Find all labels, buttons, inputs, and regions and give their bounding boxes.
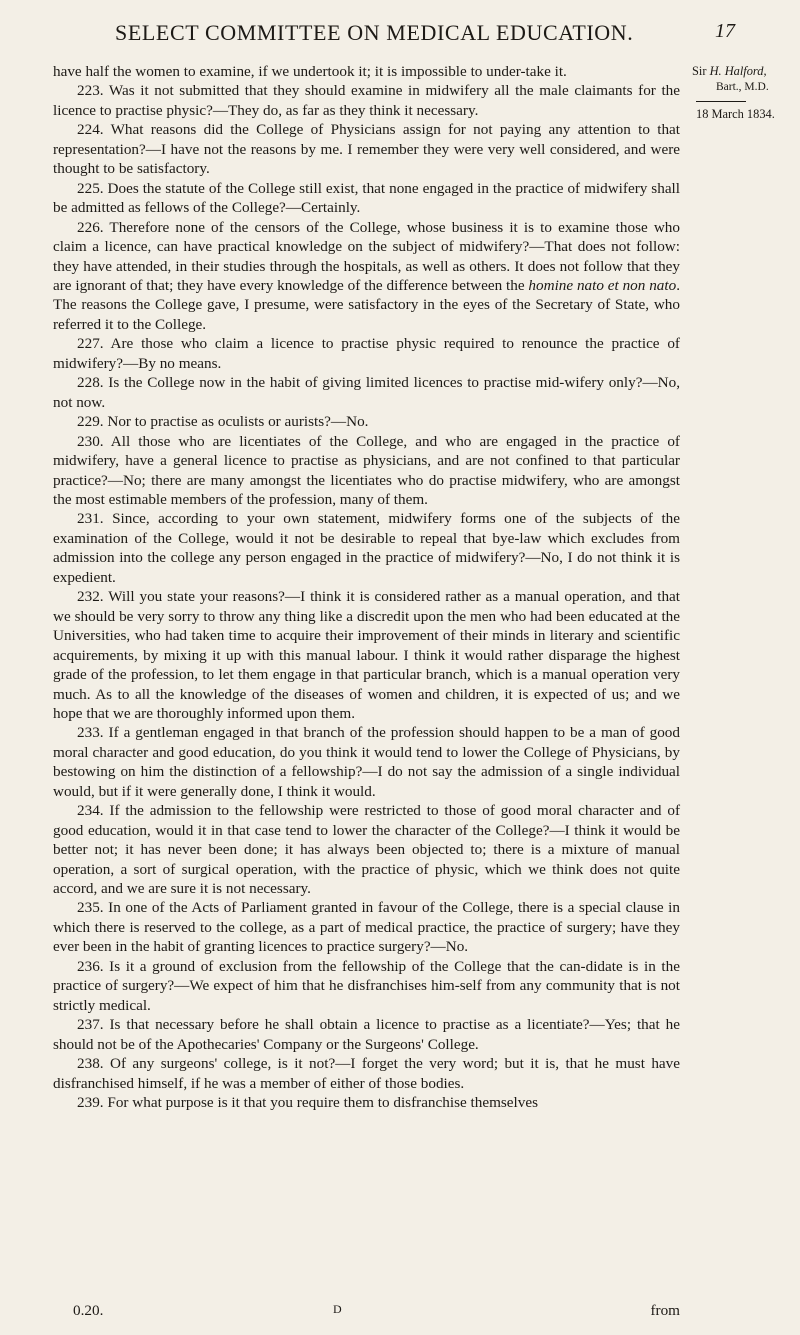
- catchword: from: [650, 1302, 680, 1319]
- question-paragraph: [53, 587, 680, 723]
- paragraph-text: 232. Will you state your reasons?—I think it is considered rather as a manual operation, and that we should be very sorry to throw any thing like a discredit upon the men who had been educated at the Universities, who had taken time to acquire their improvement of their minds in literary and scientific acquirements, by mixing it up with this manual labour. I think it would rather disparage the highest grade of the profession, to let them engage in that particular branch, which is a manual operation very much. As to all the knowledge of the diseases of women and children, it is expected of us; and we hope that we are thoroughly informed upon them.: [53, 588, 680, 722]
- latin-phrase: homine nato et non nato: [528, 276, 677, 294]
- paragraph-text: 234. If the admission to the fellowship were restricted to those of good moral character and of good education, would it in that case tend to lower the character of the College?—I think it would be better not; it has never been done; it has always been objected to; there is a mixture of manual operation, a sort of surgical operation, with the practice of physic, which we think does not quite accord, and we are sure it is not necessary.: [53, 802, 680, 898]
- signature-mark: D: [333, 1302, 343, 1316]
- question-paragraph: [53, 801, 680, 898]
- witness-degree: Bart., M.D.: [716, 81, 769, 93]
- paragraph-text: 230. All those who are licentiates of the College, and who are engaged in the practice of midwifery, have a general licence to practise as physicians, and are not confined to that particular practice?—No; there are many amongst the licentiates who do practise midwifery, who are amongst the most estimable members of the profession, many of them.: [53, 432, 680, 508]
- paragraph-text: 233. If a gentleman engaged in that branch of the profession should happen to be a man of good moral character and good education, do you think it would tend to lower the College of Physicians, by bestowing on him the distinction of a fellowship?—I do not say the admission of a single individual would, but if it were generally done, I think it would.: [53, 724, 680, 800]
- question-paragraph: [53, 432, 680, 510]
- page-footer: [53, 1302, 680, 1322]
- paragraph-text: 237. Is that necessary before he shall obtain a licence to practise as a licentiate?—Yes; that he should not be of the Apothecaries' Company or the Surgeons' College.: [53, 1016, 680, 1053]
- page-header: [55, 20, 735, 60]
- witness-surname: H. Halford,: [709, 64, 767, 78]
- paragraph-text: 227. Are those who claim a licence to practise physic required to renounce the practice of midwifery?—By no means.: [53, 335, 680, 372]
- witness-name: [692, 63, 792, 79]
- question-paragraph: [53, 957, 680, 1015]
- paragraph-text: 224. What reasons did the College of Physicians assign for not paying any attention to that representation?—I have not the reasons by me. I remember they were very well considered, and were thought to be satisfactory.: [53, 121, 680, 178]
- paragraph-text: 226. Therefore none of the censors of the College, whose business it is to examine those who claim a licence, can have practical knowledge on the subject of midwifery?—That does not follow: they have attended, in their studies through the hospitals, as well as others. It does not follow that they are ignorant of that; they have every knowledge of the difference between the: [53, 218, 680, 294]
- paragraph-text: 223. Was it not submitted that they should examine in midwifery all the male claimants for the licence to practise physic?—They do, as far as they think it necessary.: [53, 82, 680, 119]
- examination-date: 18 March 1834.: [696, 107, 775, 121]
- question-paragraph: [53, 62, 680, 81]
- question-paragraph: [53, 898, 680, 956]
- question-paragraph: [53, 509, 680, 587]
- paragraph-text-continued: . The reasons the College gave, I presume, were satisfactory in the eyes of the Secretary of State, who referred it to the College.: [53, 276, 680, 333]
- question-paragraph: [53, 723, 680, 801]
- question-paragraph: [53, 218, 680, 335]
- page-number: 17: [715, 20, 735, 42]
- body-text: [53, 62, 680, 1112]
- paragraph-text: 231. Since, according to your own statement, midwifery forms one of the subjects of the examination of the College, would it not be desirable to repeal that bye-law which excludes from admission into the college any person engaged in the practice of midwifery?—No, I do not think it is expedient.: [53, 510, 680, 586]
- running-title: SELECT COMMITTEE ON MEDICAL EDUCATION.: [115, 20, 634, 45]
- question-paragraph: [53, 81, 680, 120]
- sidenote-rule: [696, 101, 746, 102]
- question-paragraph: [53, 373, 680, 412]
- question-paragraph: [53, 179, 680, 218]
- witness-sidenote: [692, 63, 792, 122]
- question-paragraph: [53, 120, 680, 178]
- paragraph-text: 225. Does the statute of the College still exist, that none engaged in the practice of midwifery shall be admitted as fellows of the College?—Certainly.: [53, 179, 680, 217]
- paragraph-text: 238. Of any surgeons' college, is it not?—I forget the very word; but it is, that he must have disfranchised himself, if he was a member of either of those bodies.: [53, 1055, 680, 1092]
- question-paragraph: [53, 1015, 680, 1054]
- question-paragraph: [53, 1054, 680, 1093]
- question-paragraph: [53, 412, 680, 431]
- paragraph-text: 228. Is the College now in the habit of giving limited licences to practise mid-wifery only?—No, not now.: [53, 374, 680, 411]
- witness-prefix: Sir: [692, 64, 710, 78]
- paragraph-text: 239. For what purpose is it that you require them to disfranchise themselves: [77, 1094, 539, 1112]
- question-paragraph: [53, 1093, 680, 1112]
- question-paragraph: [53, 334, 680, 373]
- paragraph-text: 235. In one of the Acts of Parliament granted in favour of the College, there is a special clause in which there is reserved to the college, as a part of medical practice, the practice of surgery; have they ever been in the habit of granting licences to practice surgery?—No.: [53, 899, 680, 956]
- paper-code: 0.20.: [73, 1302, 104, 1319]
- paragraph-text: 236. Is it a ground of exclusion from the fellowship of the College that the can-didate is in the practice of surgery?—We expect of him that he disfranchises him-self from any community that is not strictly medical.: [53, 957, 680, 1014]
- paragraph-text: 229. Nor to practise as oculists or aurists?—No.: [77, 413, 369, 431]
- paragraph-text: have half the women to examine, if we undertook it; it is impossible to under-take it.: [53, 63, 567, 80]
